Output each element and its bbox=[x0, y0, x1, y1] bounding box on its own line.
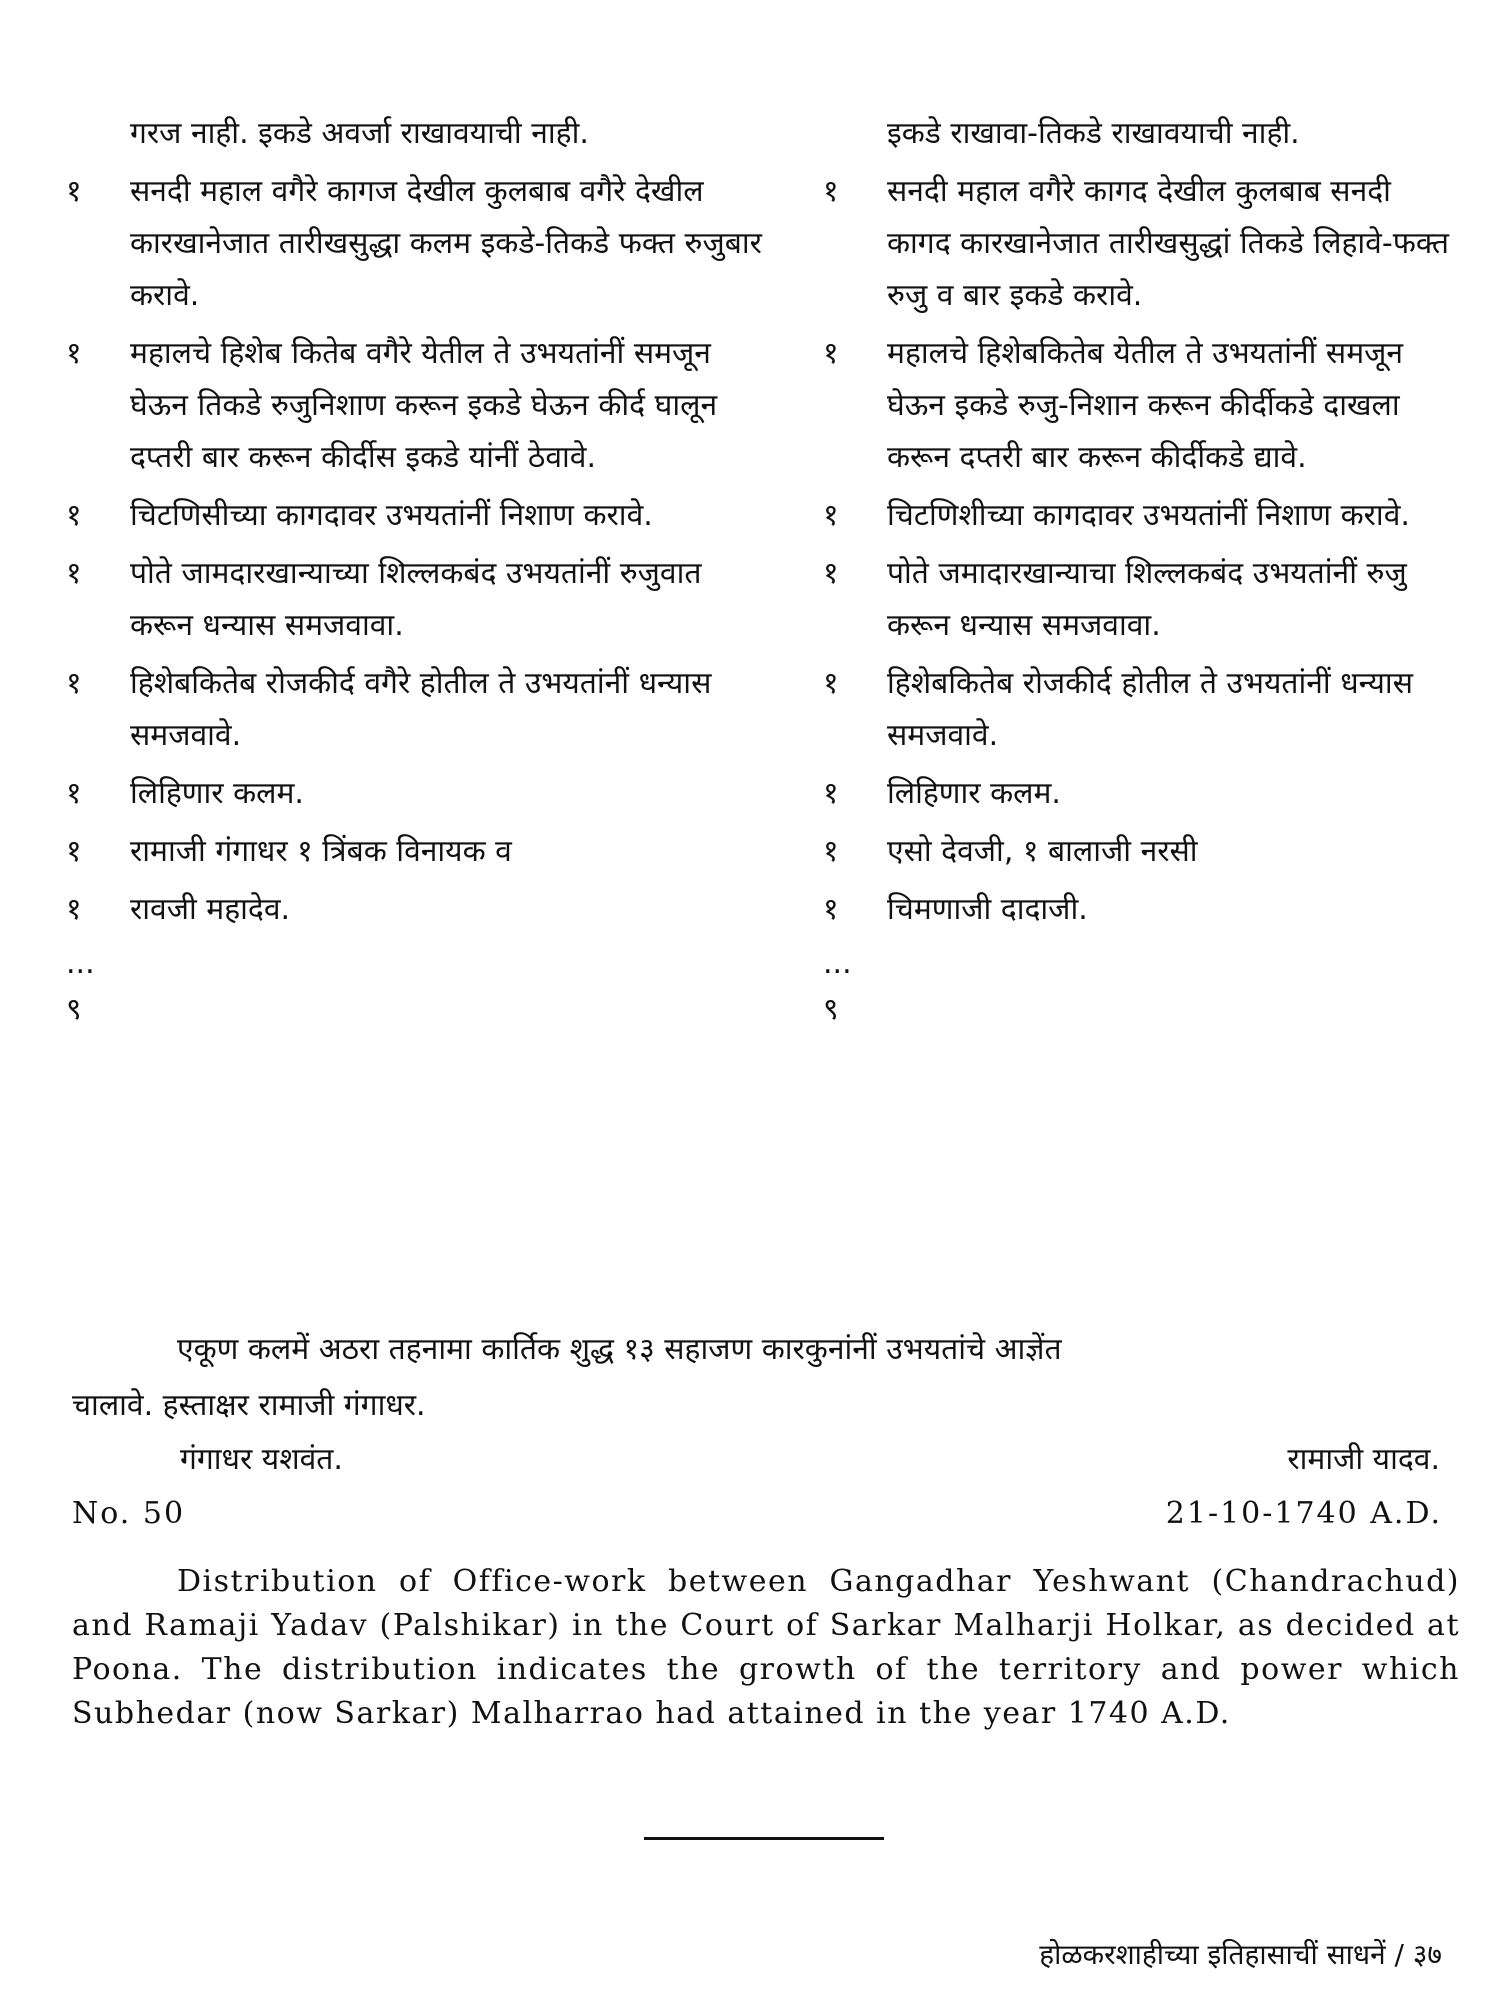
list-item bbox=[66, 328, 766, 484]
item-text: सनदी महाल वगैरे कागज देखील कुलबाब वगैरे देखील कारखानेजात तारीखसुद्धा कलम इकडे-तिकडे फक्त रुजुबार करावे. bbox=[130, 174, 762, 313]
item-number: १ bbox=[66, 776, 82, 811]
item-text: रामाजी गंगाधर १ त्रिंबक विनायक व bbox=[130, 834, 512, 869]
item-number: १ bbox=[823, 834, 839, 869]
item-text: पोते जामदारखान्याच्या शिल्लकबंद उभयतांनीं रुजुवात करून धन्यास समजवावा. bbox=[130, 556, 702, 643]
item-text: गरज नाही. इकडे अवर्जा राखावयाची नाही. bbox=[130, 116, 589, 151]
section-divider bbox=[644, 1837, 884, 1840]
document-date: 21-10-1740 A.D. bbox=[1165, 1496, 1442, 1531]
list-item bbox=[823, 658, 1463, 762]
list-item bbox=[66, 166, 766, 322]
item-number: १ bbox=[823, 556, 839, 591]
item-text: हिशेबकितेब रोजकीर्द वगैरे होतील ते उभयतांनीं धन्यास समजवावे. bbox=[130, 666, 712, 753]
item-text: पोते जमादारखान्याचा शिल्लकबंद उभयतांनीं रुजु करून धन्यास समजवावा. bbox=[887, 556, 1407, 643]
list-item bbox=[823, 490, 1463, 542]
english-description-paragraph: Distribution of Office-work between Gangadhar Yeshwant (Chandrachud) and Ramaji Yadav (Palshikar) in the Court of Sarkar Malharji Holkar, as decided at Poona. The distribution indicates the growth of the territory and power which Subhedar (now Sarkar) Malharrao had attained in the year 1740 A.D. bbox=[72, 1564, 1460, 1731]
item-text: इकडे राखावा-तिकडे राखावयाची नाही. bbox=[887, 116, 1300, 151]
list-item bbox=[66, 548, 766, 652]
list-item bbox=[823, 548, 1463, 652]
list-item bbox=[66, 108, 766, 160]
signature-right: रामाजी यादव. bbox=[1287, 1442, 1440, 1477]
item-text: लिहिणार कलम. bbox=[130, 776, 304, 811]
item-number: १ bbox=[823, 666, 839, 701]
item-number: १ bbox=[66, 174, 82, 209]
list-item bbox=[66, 490, 766, 542]
item-text: लिहिणार कलम. bbox=[887, 776, 1061, 811]
list-item bbox=[823, 166, 1463, 322]
item-text: सनदी महाल वगैरे कागद देखील कुलबाब सनदी कागद कारखानेजात तारीखसुद्धां तिकडे लिहावे-फक्त रुजु व बार इकडे करावे. bbox=[887, 174, 1449, 313]
list-item bbox=[823, 826, 1463, 878]
item-number: १ bbox=[66, 666, 82, 701]
list-item bbox=[823, 768, 1463, 820]
item-number: १ bbox=[66, 336, 82, 371]
item-number: १ bbox=[66, 892, 82, 927]
item-text: एसो देवजी, १ बालाजी नरसी bbox=[887, 834, 1198, 869]
item-text: महालचे हिशेबकितेब येतील ते उभयतांनीं समजून घेऊन इकडे रुजु-निशान करून कीर्दीकडे दाखला करून दप्तरी बार करून कीर्दीकडे द्यावे. bbox=[887, 336, 1404, 475]
item-text: चिटणिसीच्या कागदावर उभयतांनीं निशाण करावे. bbox=[130, 498, 653, 533]
item-number: १ bbox=[823, 498, 839, 533]
item-text: चिटणिशीच्या कागदावर उभयतांनीं निशाण करावे. bbox=[887, 498, 1410, 533]
item-number: १ bbox=[823, 336, 839, 371]
total-count: ९ bbox=[823, 992, 839, 1027]
list-item bbox=[66, 658, 766, 762]
total-count: ९ bbox=[66, 992, 82, 1027]
item-text: चिमणाजी दादाजी. bbox=[887, 892, 1088, 927]
list-item bbox=[823, 328, 1463, 484]
right-column bbox=[823, 108, 1463, 1032]
left-column bbox=[66, 108, 766, 1032]
item-text: रावजी महादेव. bbox=[130, 892, 291, 927]
marathi-summary-paragraph bbox=[72, 1322, 1452, 1434]
ellipsis: ... bbox=[823, 946, 852, 981]
item-text: महालचे हिशेब कितेब वगैरे येतील ते उभयतांनीं समजून घेऊन तिकडे रुजुनिशाण करून इकडे घेऊन कीर्द घालून दप्तरी बार करून कीर्दीस इकडे यांनीं ठेवावे. bbox=[130, 336, 718, 475]
page-footer: होळकरशाहीच्या इतिहासाचीं साधनें / ३७ bbox=[1039, 1938, 1442, 1971]
summary-line: एकूण कलमें अठरा तहनामा कार्तिक शुद्ध १३ सहाजण कारकुनांनीं उभयतांचे आज्ञेंत bbox=[177, 1332, 1062, 1367]
summary-line: चालावे. हस्ताक्षर रामाजी गंगाधर. bbox=[72, 1388, 426, 1423]
item-text: हिशेबकितेब रोजकीर्द होतील ते उभयतांनीं धन्यास समजवावे. bbox=[887, 666, 1413, 753]
list-item bbox=[66, 884, 766, 936]
list-item bbox=[823, 108, 1463, 160]
item-number: १ bbox=[66, 556, 82, 591]
list-item bbox=[66, 826, 766, 878]
item-number: १ bbox=[66, 834, 82, 869]
document-number: No. 50 bbox=[72, 1496, 186, 1531]
item-number: १ bbox=[823, 174, 839, 209]
item-number: १ bbox=[823, 892, 839, 927]
signature-left: गंगाधर यशवंत. bbox=[180, 1442, 343, 1477]
list-item bbox=[823, 884, 1463, 936]
item-number: १ bbox=[823, 776, 839, 811]
item-number: १ bbox=[66, 498, 82, 533]
ellipsis: ... bbox=[66, 946, 95, 981]
list-item bbox=[66, 768, 766, 820]
